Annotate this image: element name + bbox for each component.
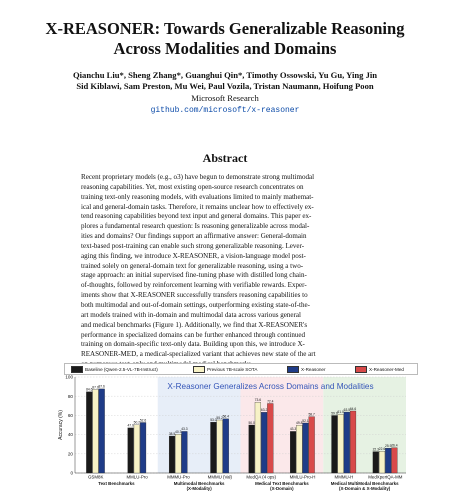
- group-label: (X-Domain & X-Modality): [339, 486, 391, 492]
- x-tick-label: MMMU-H: [334, 474, 354, 480]
- bar-value-label: 55.2: [216, 415, 223, 420]
- y-tick-label: 0: [70, 470, 73, 476]
- bar-value-label: 72.4: [267, 399, 274, 404]
- x-tick-label: MMMU-Pro: [167, 474, 190, 480]
- abstract-line: tend reasoning capabilities beyond text input and general domains. This paper ex-: [81, 212, 312, 221]
- bar-value-label: 61.0: [337, 410, 344, 415]
- bar-value-label: 56.4: [222, 414, 230, 419]
- bar-value-label: 64.6: [349, 406, 357, 411]
- bar: [373, 452, 379, 473]
- y-tick-label: 100: [65, 374, 73, 380]
- legend-label: Previous 7B-scale SOTA: [207, 367, 258, 372]
- bar: [255, 402, 261, 473]
- bar: [344, 412, 350, 473]
- bar: [86, 392, 92, 473]
- bar: [140, 423, 146, 473]
- bar: [350, 411, 356, 473]
- x-tick-label: MMLU-Pro-H: [289, 474, 316, 480]
- bar: [128, 428, 134, 473]
- legend-label: X-Reasoner-Med: [369, 367, 404, 372]
- abstract-line: training text-only reasoning models, with evaluations limited to mainly mathemat-: [81, 192, 314, 201]
- bar: [267, 403, 273, 473]
- bar: [385, 448, 391, 473]
- abstract-line: iments show that X-REASONER successfully transfers reasoning capabilities to: [81, 291, 308, 300]
- authors: [40, 70, 410, 92]
- abstract-line: text-based post-training can enable such strong generalizable reasoning. Lever-: [81, 241, 305, 250]
- abstract-line: trained solely on general-domain text for generalizable reasoning, using a two-: [81, 261, 304, 270]
- bar-value-label: 87.6: [98, 384, 105, 389]
- bar-chart: [54, 363, 414, 496]
- bar-value-label: 63.5: [343, 407, 351, 412]
- bar-value-label: 25.9: [385, 443, 392, 448]
- bar: [175, 434, 181, 473]
- y-tick-label: 20: [67, 451, 73, 457]
- bar-value-label: 49.8: [296, 420, 303, 425]
- abstract-line: reasoning capabilities. Yet, most existing open-source research concentrates on: [81, 182, 304, 191]
- abstract-line: aging this finding, we introduce X-REASONER, a vision-language model post-: [81, 251, 306, 260]
- bar: [249, 425, 255, 473]
- group-label: Medical Text Benchmarks: [255, 481, 309, 486]
- abstract-line: ical and general-domain tasks. Therefore, it remains unclear how to effectively ex-: [81, 202, 314, 211]
- abstract-line: Recent proprietary models (e.g., o3) have begun to demonstrate strong multimodal: [81, 173, 315, 181]
- bar-value-label: 53.0: [210, 417, 217, 422]
- bar-value-label: 59.9: [331, 411, 338, 416]
- x-tick-label: MMMU (Val): [207, 474, 232, 480]
- bar: [296, 425, 302, 473]
- y-tick-label: 60: [67, 413, 73, 418]
- bar: [379, 451, 385, 473]
- bar: [211, 422, 217, 473]
- abstract-line: REASONER-MED, a medical-specialized variant that achieves new state of the art: [81, 350, 316, 359]
- group-label: Medical MultiModal Benchmarks: [330, 481, 399, 486]
- bar: [99, 389, 105, 473]
- bar: [182, 431, 188, 473]
- y-tick-label: 40: [67, 432, 73, 438]
- bar-value-label: 58.7: [308, 412, 315, 417]
- bar: [309, 417, 315, 473]
- group-label: Multimodal Benchmarks: [173, 481, 225, 486]
- github-link[interactable]: github.com/microsoft/x-reasoner: [150, 106, 300, 115]
- bar-value-label: 22.6: [378, 447, 386, 452]
- abstract-body: [81, 173, 370, 370]
- bar: [223, 419, 229, 473]
- bar-value-label: 52.1: [302, 418, 309, 423]
- bar: [332, 415, 338, 473]
- bar-value-label: 43.3: [181, 427, 188, 432]
- abstract-line: stage approach: an initial supervised fine-tuning phase with distilled long chain-: [81, 271, 307, 280]
- y-tick-label: 80: [67, 393, 73, 399]
- abstract-line: of-thoughts, followed by reinforcement learning with verifiable rewards. Exper-: [81, 281, 307, 290]
- legend-label: Baseline (Qwen-2.5-VL-7B-Instruct): [85, 367, 158, 372]
- bar: [169, 436, 175, 473]
- bar: [338, 414, 344, 473]
- abstract-line: performance in specialized domains can be further enhanced through continued: [81, 330, 306, 339]
- bar-value-label: 52.6: [139, 418, 147, 423]
- bar-value-label: 63.2: [260, 408, 268, 413]
- figure-1: [54, 363, 414, 496]
- bar-value-label: 50.0: [248, 420, 255, 425]
- x-tick-label: MMLU-Pro: [126, 474, 148, 480]
- abstract-line: art models trained with in-domain and multimodal data across various general: [81, 310, 301, 319]
- x-tick-label: GSM8K: [88, 474, 104, 480]
- bar-value-label: 40.3: [175, 430, 182, 435]
- bar-value-label: 84.6: [86, 387, 93, 392]
- affiliation: Microsoft Research: [191, 93, 259, 103]
- bar-value-label: 73.6: [254, 398, 262, 403]
- y-axis-label: Accuracy (%): [58, 410, 64, 440]
- paper-title-line2: Across Modalities and Domains: [113, 39, 337, 58]
- chart-title: X-Reasoner Generalizes Across Domains and Modalities: [167, 382, 374, 391]
- x-tick-label: MedQA (4 ops): [246, 474, 276, 480]
- abstract-line: ities and domains? Our findings support an affirmative answer: General-domain: [81, 232, 307, 241]
- authors-line1: Qianchu Liu*, Sheng Zhang*, Guanghui Qin*, Timothy Ossowski, Yu Gu, Ying Jin: [72, 70, 378, 80]
- x-tick-label: MedXpertQA-MM: [368, 474, 403, 480]
- group-label: (X-Domain): [270, 486, 294, 492]
- bar-value-label: 50.2: [133, 420, 141, 425]
- bar: [134, 425, 140, 473]
- abstract-line: training on domain-specific text-only data. Building upon this, we introduce X-: [81, 340, 305, 349]
- paper-title-line1: X-REASONER: Towards Generalizable Reasoning: [45, 19, 405, 38]
- abstract-line: and medical benchmarks (Figure 1). Additionally, we find that X-REASONER's: [81, 320, 308, 329]
- legend-label: X-Reasoner: [301, 367, 326, 372]
- abstract-line: plores a fundamental research question: Is reasoning generalizable across modal-: [81, 222, 310, 231]
- bar: [261, 412, 267, 473]
- bar-value-label: 38.5: [168, 431, 176, 436]
- bar: [303, 423, 309, 473]
- bar: [290, 431, 296, 473]
- bar-value-label: 47.0: [127, 423, 134, 428]
- group-label: (X-Modality): [186, 486, 212, 492]
- bar-value-label: 26.4: [391, 443, 398, 448]
- bar: [392, 448, 398, 473]
- bar: [217, 420, 223, 473]
- bar: [93, 389, 99, 473]
- bar-value-label: 22.3: [372, 447, 380, 452]
- bar-value-label: 43.3: [289, 427, 297, 432]
- bar-value-label: 87.0: [92, 385, 99, 390]
- abstract-heading: Abstract: [202, 151, 248, 165]
- abstract-line: both multimodal and out-of-domain settings, outperforming existing state-of-the-: [81, 300, 310, 309]
- authors-line2: Sid Kiblawi, Sam Preston, Mu Wei, Paul Vozila, Tristan Naumann, Hoifung Poon: [76, 81, 374, 91]
- group-label: Text Benchmarks: [98, 481, 135, 486]
